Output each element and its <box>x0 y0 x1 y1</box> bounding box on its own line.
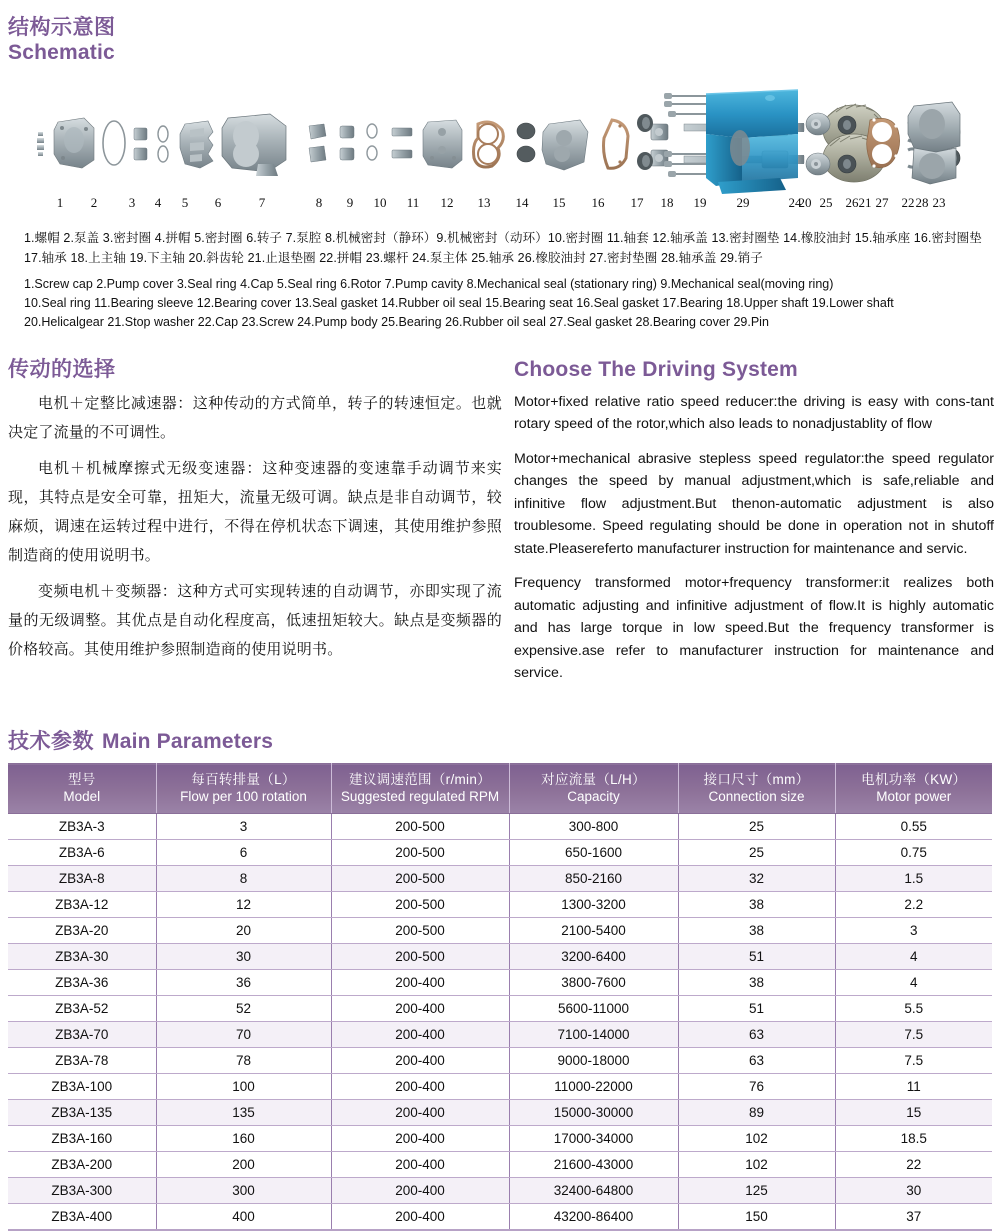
driving-system-english <box>514 358 994 685</box>
table-cell: 200-400 <box>331 1178 509 1204</box>
column-header-power-en: Motor power <box>876 789 952 804</box>
callout-5: 5 <box>181 195 189 210</box>
cell-model: ZB3A-135 <box>8 1100 156 1126</box>
table-cell: 52 <box>156 996 331 1022</box>
table-cell: 25 <box>678 814 835 840</box>
schematic-callout-numbers-right <box>630 195 1000 213</box>
table-cell: 12 <box>156 892 331 918</box>
table-cell: 7100-14000 <box>509 1022 678 1048</box>
schematic-heading <box>8 16 116 66</box>
callout-29: 29 <box>736 195 750 210</box>
table-cell: 51 <box>678 944 835 970</box>
callout-6: 6 <box>214 195 222 210</box>
table-cell: 200-500 <box>331 840 509 866</box>
part-pump-cover <box>54 118 94 168</box>
table-cell: 2100-5400 <box>509 918 678 944</box>
driving-para-cn-3: 变频电机＋变频器：这种方式可实现转速的自动调节，亦即实现了流量的无级调整。其优点是自动化程度高，低速扭矩较大。缺点是变频器的价格较高。其使用维护参照制造商的使用说明书。 <box>8 582 502 658</box>
parts-line-cn-2: 17.轴承 18.上主轴 19.下主轴 20.斜齿轮 21.止退垫圈 22.拼帽 23.螺杆 24.泵主体 25.轴承 26.橡胶油封 27.密封垫圈 28.轴承盖 29.销子 <box>24 251 763 265</box>
callout-2: 2 <box>90 195 98 210</box>
table-cell: 15000-30000 <box>509 1100 678 1126</box>
parameters-title-cn: 技术参数 <box>8 730 94 753</box>
callout-24: 24 <box>788 195 802 210</box>
schematic-title-en: Schematic <box>8 40 115 64</box>
callout-7: 7 <box>258 195 266 210</box>
table-cell: 11000-22000 <box>509 1074 678 1100</box>
table-row <box>8 1022 992 1048</box>
column-header-connection-en: Connection size <box>708 789 805 804</box>
table-row <box>8 892 992 918</box>
table-cell: 3 <box>156 814 331 840</box>
table-cell: 8 <box>156 866 331 892</box>
parameters-heading <box>8 730 273 755</box>
cell-model: ZB3A-200 <box>8 1152 156 1178</box>
part-screw-cap <box>37 132 44 156</box>
part-seal-gasket-16 <box>604 120 629 168</box>
table-cell: 32400-64800 <box>509 1178 678 1204</box>
parameters-table-container <box>8 763 992 1231</box>
table-cell: 200-400 <box>331 1152 509 1178</box>
cell-model: ZB3A-12 <box>8 892 156 918</box>
column-header-capacity <box>509 764 678 814</box>
table-cell: 650-1600 <box>509 840 678 866</box>
table-cell: 200-400 <box>331 1022 509 1048</box>
column-header-capacity-en: Capacity <box>567 789 620 804</box>
callout-14: 14 <box>515 195 529 210</box>
table-cell: 200-400 <box>331 1074 509 1100</box>
callout-11: 11 <box>406 195 420 210</box>
table-cell: 5600-11000 <box>509 996 678 1022</box>
column-header-flow-en: Flow per 100 rotation <box>180 789 307 804</box>
table-cell: 4 <box>835 944 992 970</box>
column-header-flow-cn: 每百转排量（L） <box>191 772 296 787</box>
table-cell: 7.5 <box>835 1048 992 1074</box>
table-cell: 9000-18000 <box>509 1048 678 1074</box>
driving-system-chinese <box>8 358 502 671</box>
table-cell: 30 <box>156 944 331 970</box>
schematic-title-cn: 结构示意图 <box>8 16 116 39</box>
callout-4: 4 <box>154 195 162 210</box>
table-cell: 3800-7600 <box>509 970 678 996</box>
part-seal-ring-3 <box>103 121 125 165</box>
table-cell: 4 <box>835 970 992 996</box>
column-header-power <box>835 764 992 814</box>
table-cell: 18.5 <box>835 1126 992 1152</box>
table-cell: 22 <box>835 1152 992 1178</box>
column-header-model-en: Model <box>63 789 101 804</box>
table-cell: 0.55 <box>835 814 992 840</box>
table-cell: 89 <box>678 1100 835 1126</box>
cell-model: ZB3A-30 <box>8 944 156 970</box>
table-row <box>8 918 992 944</box>
part-pump-cavity <box>222 114 286 176</box>
table-cell: 200-400 <box>331 1126 509 1152</box>
table-cell: 1300-3200 <box>509 892 678 918</box>
table-cell: 78 <box>156 1048 331 1074</box>
table-cell: 1.5 <box>835 866 992 892</box>
cell-model: ZB3A-6 <box>8 840 156 866</box>
table-cell: 3200-6400 <box>509 944 678 970</box>
part-bearing-seat <box>542 120 588 170</box>
part-mechanical-seal-moving <box>340 126 354 160</box>
table-cell: 32 <box>678 866 835 892</box>
parts-list-english <box>24 275 984 332</box>
table-cell: 200-500 <box>331 944 509 970</box>
table-cell: 200-400 <box>331 1048 509 1074</box>
callout-8: 8 <box>315 195 323 210</box>
callout-20: 20 <box>798 195 812 210</box>
column-header-model-cn: 型号 <box>67 772 96 787</box>
table-cell: 200-500 <box>331 866 509 892</box>
table-header-row <box>8 764 992 814</box>
callout-13: 13 <box>477 195 491 210</box>
cell-model: ZB3A-300 <box>8 1178 156 1204</box>
cell-model: ZB3A-400 <box>8 1204 156 1231</box>
part-bearing-cover-12 <box>423 120 462 168</box>
part-seal-ring-10 <box>367 124 377 160</box>
table-row <box>8 814 992 840</box>
table-cell: 63 <box>678 1022 835 1048</box>
column-header-connection-cn: 接口尺寸（mm） <box>703 772 810 787</box>
driving-title-cn: 传动的选择 <box>8 358 116 381</box>
callout-21: 21 <box>858 195 872 210</box>
table-cell: 3 <box>835 918 992 944</box>
table-row <box>8 1048 992 1074</box>
table-cell: 76 <box>678 1074 835 1100</box>
column-header-rpm <box>331 764 509 814</box>
table-row <box>8 944 992 970</box>
table-cell: 102 <box>678 1152 835 1178</box>
table-cell: 11 <box>835 1074 992 1100</box>
table-cell: 125 <box>678 1178 835 1204</box>
callout-1: 1 <box>56 195 64 210</box>
schematic-diagram-pump-body <box>630 86 1000 210</box>
table-cell: 150 <box>678 1204 835 1231</box>
table-cell: 2.2 <box>835 892 992 918</box>
callout-27: 27 <box>875 195 889 210</box>
part-rotor <box>180 121 213 168</box>
parts-line-en-2: 10.Seal ring 11.Bearing sleeve 12.Bearing cover 13.Seal gasket 14.Rubber oil seal 15.Bearing seat 16.Seal gasket 17.Bearing 18.Upper shaft 19.Lower shaft <box>24 296 894 310</box>
table-cell: 200-400 <box>331 996 509 1022</box>
callout-12: 12 <box>440 195 454 210</box>
callout-26: 26 <box>845 195 859 210</box>
table-cell: 200-500 <box>331 892 509 918</box>
table-row <box>8 1126 992 1152</box>
part-cap-4 <box>134 128 147 160</box>
part-seal-gasket-27 <box>867 118 900 167</box>
table-cell: 70 <box>156 1022 331 1048</box>
cell-model: ZB3A-100 <box>8 1074 156 1100</box>
table-cell: 200 <box>156 1152 331 1178</box>
parameters-table <box>8 763 992 1231</box>
table-row <box>8 996 992 1022</box>
table-cell: 17000-34000 <box>509 1126 678 1152</box>
table-cell: 38 <box>678 970 835 996</box>
table-row <box>8 1204 992 1231</box>
column-header-capacity-cn: 对应流量（L/H） <box>541 772 646 787</box>
part-seal-ring-5 <box>158 126 168 162</box>
driving-para-en-3: Frequency transformed motor+frequency transformer:it realizes both automatic adjusting and infinitive adjustment of flow.It is highly automatic and has large torque in low speed.But the frequency transformer is expensive.ase refer to manufacturer instruction for maintenance and service. <box>514 575 994 682</box>
table-row <box>8 970 992 996</box>
table-cell: 38 <box>678 918 835 944</box>
table-cell: 300-800 <box>509 814 678 840</box>
table-cell: 51 <box>678 996 835 1022</box>
cell-model: ZB3A-8 <box>8 866 156 892</box>
part-bearing-cover-28 <box>908 102 960 184</box>
cell-model: ZB3A-78 <box>8 1048 156 1074</box>
part-bearing-25 <box>806 113 830 175</box>
driving-para-en-1: Motor+fixed relative ratio speed reducer:the driving is easy with cons-tant rotary speed of the rotor,which also leads to nonadjustablity of flow <box>514 393 994 433</box>
table-row <box>8 1100 992 1126</box>
cell-model: ZB3A-20 <box>8 918 156 944</box>
table-cell: 300 <box>156 1178 331 1204</box>
parts-line-en-1: 1.Screw cap 2.Pump cover 3.Seal ring 4.Cap 5.Seal ring 6.Rotor 7.Pump cavity 8.Mechanical seal (stationary ring) 9.Mechanical seal(moving ring) <box>24 277 834 291</box>
part-rubber-oil-seal-26 <box>838 116 856 173</box>
callout-15: 15 <box>552 195 566 210</box>
column-header-flow <box>156 764 331 814</box>
callout-28: 28 <box>915 195 929 210</box>
part-seal-gasket-13 <box>474 122 504 167</box>
table-cell: 6 <box>156 840 331 866</box>
callout-9: 9 <box>346 195 354 210</box>
column-header-rpm-cn: 建议调速范围（r/min） <box>349 772 491 787</box>
parts-line-cn-1: 1.螺帽 2.泵盖 3.密封圈 4.拼帽 5.密封圈 6.转子 7.泵腔 8.机械密封（静环）9.机械密封（动环）10.密封圈 11.轴套 12.轴承盖 13.密封圈垫 14.橡胶油封 15.轴承座 16.密封圈垫 <box>24 231 982 245</box>
part-mechanical-seal-stationary <box>309 124 326 162</box>
parameters-title-en: Main Parameters <box>102 730 274 753</box>
parts-line-en-3: 20.Helicalgear 21.Stop washer 22.Cap 23.Screw 24.Pump body 25.Bearing 26.Rubber oil seal 27.Seal gasket 28.Bearing cover 29.Pin <box>24 315 769 329</box>
cell-model: ZB3A-3 <box>8 814 156 840</box>
cell-model: ZB3A-52 <box>8 996 156 1022</box>
table-cell: 200-400 <box>331 1204 509 1231</box>
table-cell: 850-2160 <box>509 866 678 892</box>
callout-17: 17 <box>630 195 644 210</box>
column-header-model <box>8 764 156 814</box>
cell-model: ZB3A-70 <box>8 1022 156 1048</box>
table-cell: 200-500 <box>331 918 509 944</box>
table-cell: 21600-43000 <box>509 1152 678 1178</box>
cell-model: ZB3A-160 <box>8 1126 156 1152</box>
part-pump-body <box>706 90 798 194</box>
table-cell: 36 <box>156 970 331 996</box>
table-row <box>8 840 992 866</box>
part-rubber-oil-seal-14 <box>517 123 535 162</box>
callout-23: 23 <box>932 195 946 210</box>
table-cell: 38 <box>678 892 835 918</box>
table-cell: 135 <box>156 1100 331 1126</box>
table-cell: 102 <box>678 1126 835 1152</box>
table-cell: 37 <box>835 1204 992 1231</box>
table-cell: 160 <box>156 1126 331 1152</box>
table-cell: 63 <box>678 1048 835 1074</box>
cell-model: ZB3A-36 <box>8 970 156 996</box>
table-row <box>8 1178 992 1204</box>
callout-22: 22 <box>901 195 915 210</box>
driving-title-en: Choose The Driving System <box>514 358 798 381</box>
table-cell: 100 <box>156 1074 331 1100</box>
callout-3: 3 <box>128 195 136 210</box>
callout-25: 25 <box>819 195 833 210</box>
table-cell: 200-400 <box>331 1100 509 1126</box>
table-cell: 15 <box>835 1100 992 1126</box>
part-bearing-sleeve <box>392 128 412 158</box>
callout-10: 10 <box>373 195 387 210</box>
table-cell: 0.75 <box>835 840 992 866</box>
table-row <box>8 1152 992 1178</box>
driving-para-cn-2: 电机＋机械摩擦式无级变速器：这种变速器的变速靠手动调节来实现，其特点是安全可靠，扭矩大，流量无级可调。缺点是非自动调节，较麻烦，调速在运转过程中进行，不得在停机状态下调速，其使用维护参照制造商的使用说明书。 <box>8 459 502 564</box>
table-row <box>8 866 992 892</box>
table-cell: 5.5 <box>835 996 992 1022</box>
table-cell: 25 <box>678 840 835 866</box>
column-header-power-cn: 电机功率（KW） <box>861 772 967 787</box>
table-cell: 400 <box>156 1204 331 1231</box>
driving-para-en-2: Motor+mechanical abrasive stepless speed regulator:the speed regulator changes the speed by manual adjustment,which is safe,reliable and infinitive flow adjustment.But thenon-automatic adjustment is also troublesome. Speed regulating should be done in operation not in shutoff state.Pleasereferto manufacturer instruction for maintenance and servic. <box>514 450 994 557</box>
callout-18: 18 <box>660 195 674 210</box>
table-cell: 200-500 <box>331 814 509 840</box>
driving-para-cn-1: 电机＋定整比减速器：这种传动的方式简单，转子的转速恒定。也就决定了流量的不可调性。 <box>8 394 502 441</box>
table-cell: 43200-86400 <box>509 1204 678 1231</box>
table-row <box>8 1074 992 1100</box>
table-cell: 200-400 <box>331 970 509 996</box>
callout-19: 19 <box>693 195 707 210</box>
parts-list-chinese <box>24 228 984 268</box>
table-cell: 7.5 <box>835 1022 992 1048</box>
column-header-connection <box>678 764 835 814</box>
parameters-table-body <box>8 814 992 1231</box>
column-header-rpm-en: Suggested regulated RPM <box>340 789 500 804</box>
table-cell: 20 <box>156 918 331 944</box>
table-cell: 30 <box>835 1178 992 1204</box>
callout-16: 16 <box>591 195 605 210</box>
part-cap-22b <box>637 114 653 170</box>
